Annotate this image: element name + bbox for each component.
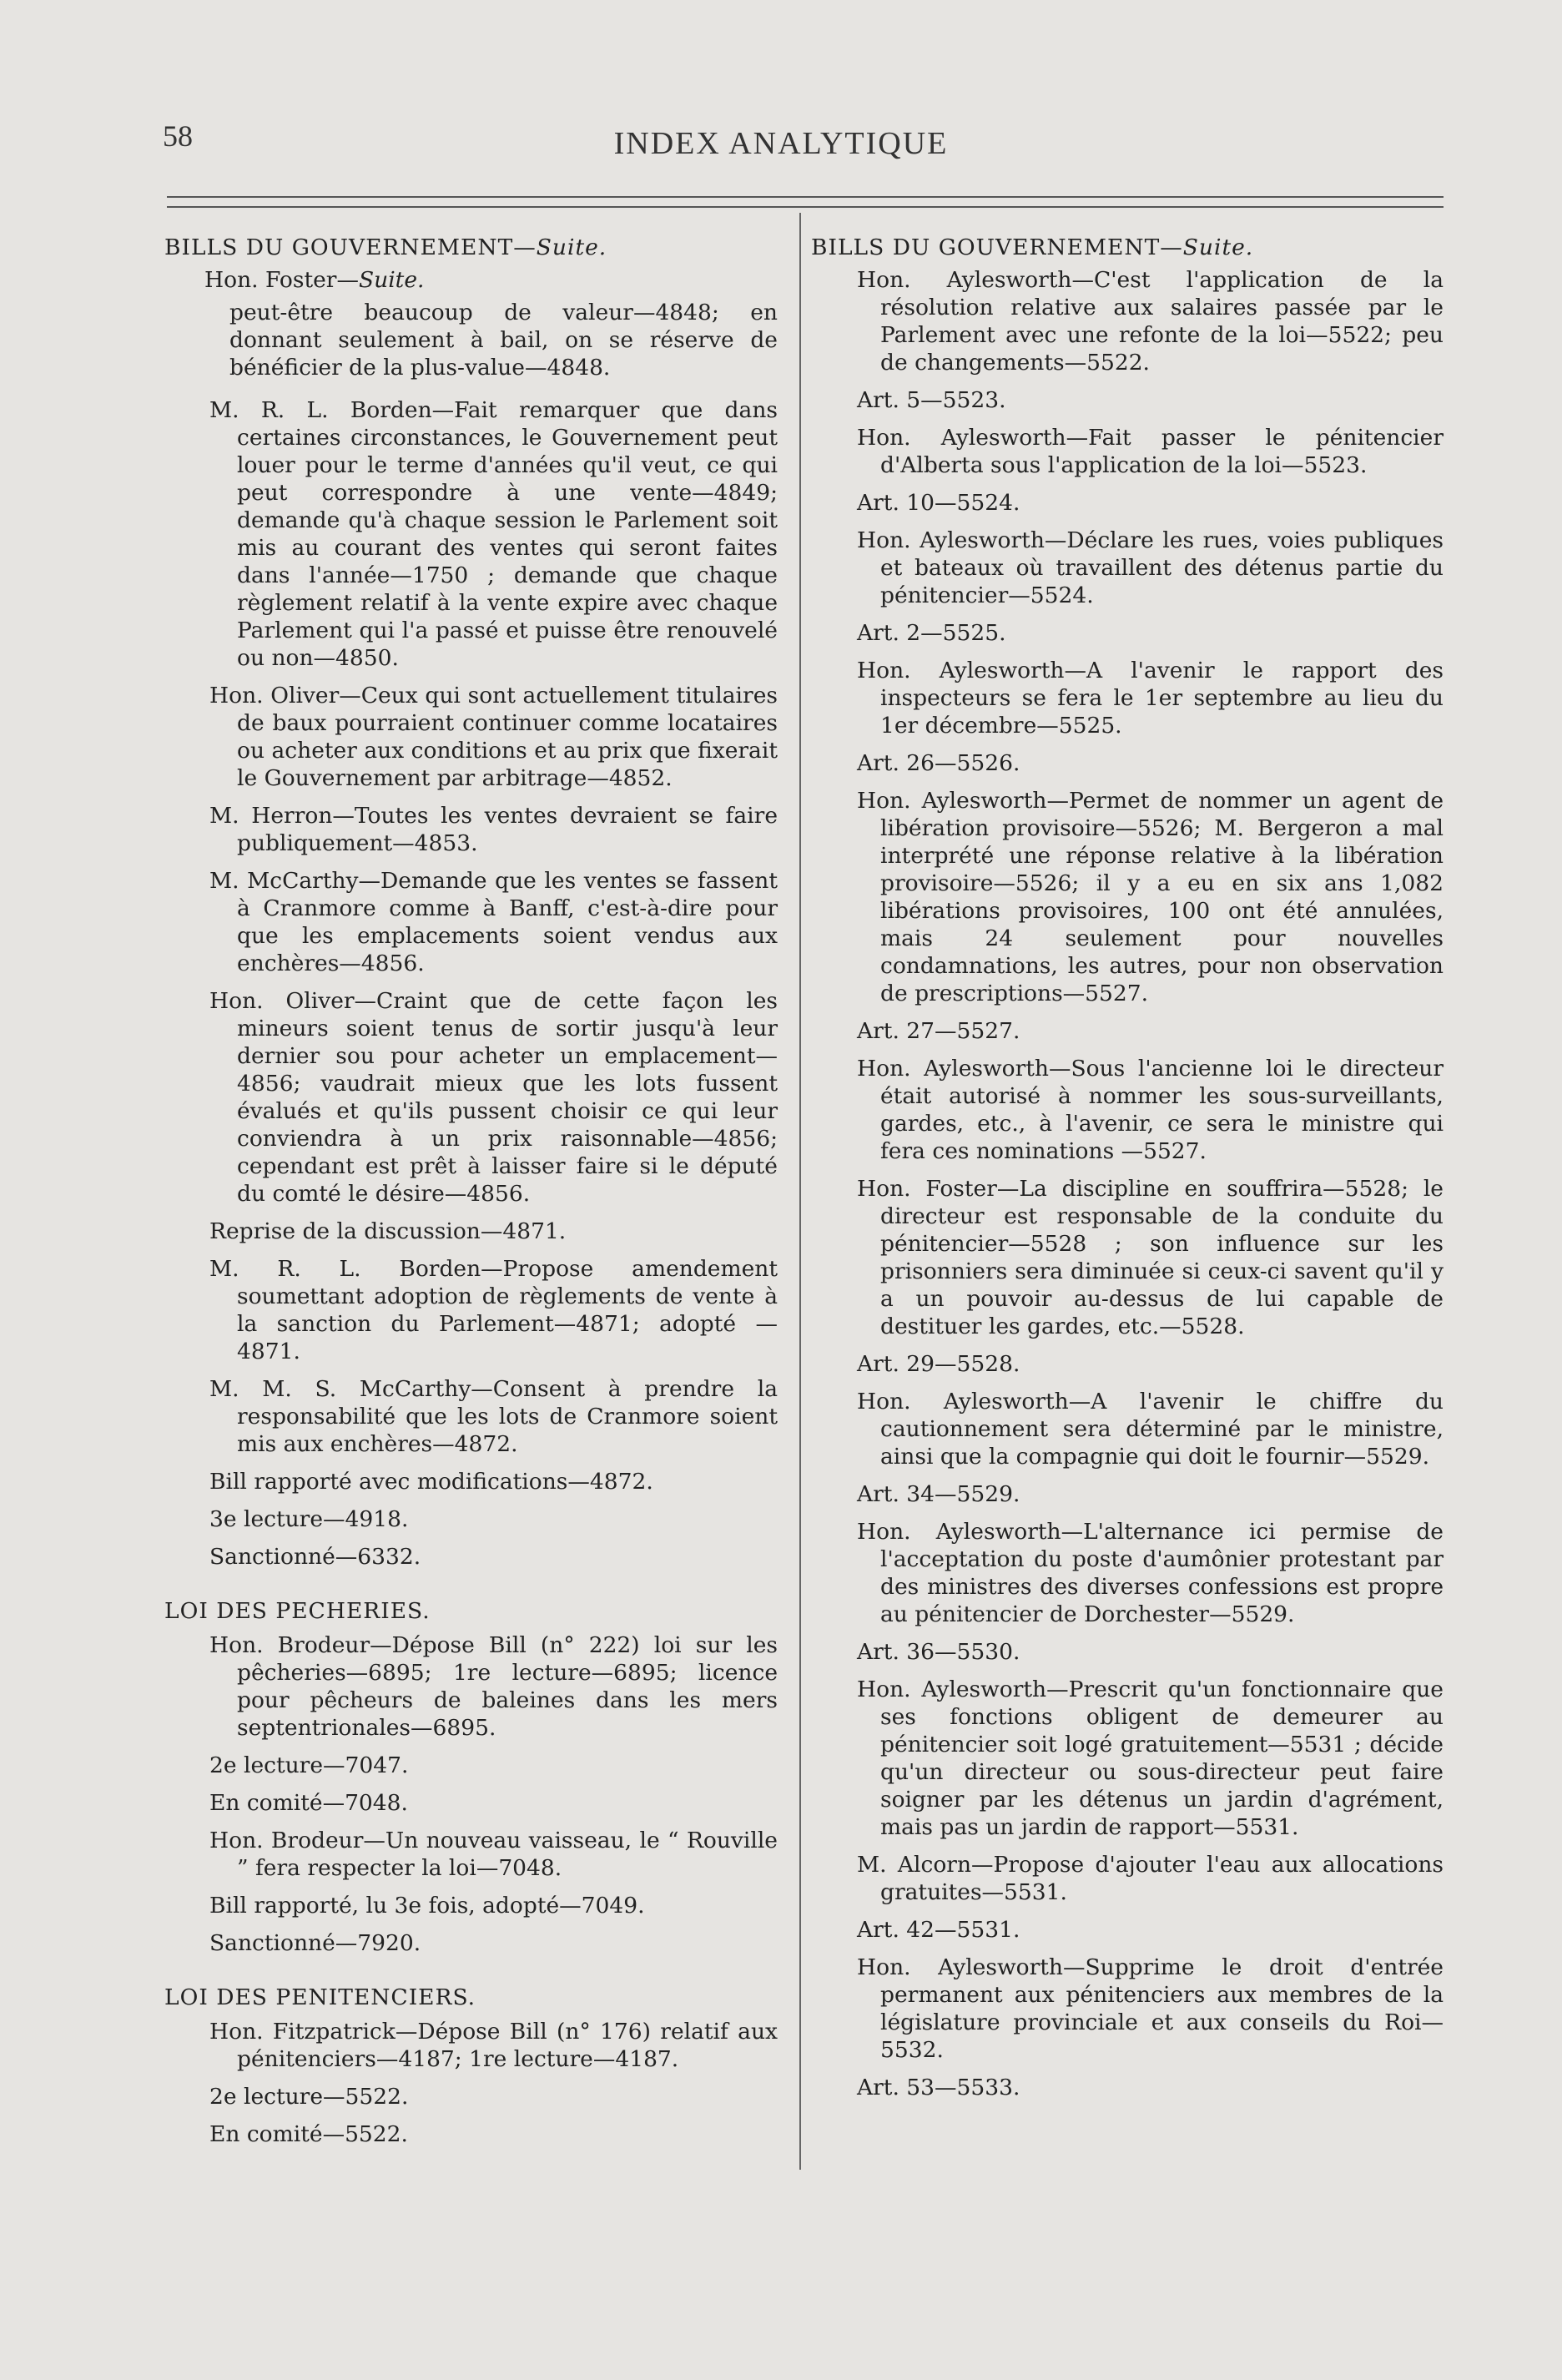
index-entry: 2e lecture—5522. [209, 2084, 409, 2110]
index-entry: Hon. Aylesworth—C'est l'application de la résolution relative aux salaires passée par le Parlement avec une refonte de la loi—5522; peu de changements—5522. [857, 267, 1444, 376]
index-entry: En comité—7048. [209, 1790, 408, 1816]
index-entry: Art. 27—5527. [857, 1018, 1020, 1044]
index-entry: Hon. Aylesworth—Sous l'ancienne loi le directeur était autorisé à nommer les sous-surveillants, gardes, etc., à l'avenir, ce sera le ministre qui fera ces nominations —5527. [857, 1056, 1444, 1164]
index-entry: Art. 34—5529. [857, 1481, 1020, 1507]
index-entry: Bill rapporté avec modifications—4872. [209, 1469, 653, 1495]
index-entry: M. M. S. McCarthy—Consent à prendre la responsabilité que les lots de Cranmore soient mis aux enchères—4872. [209, 1376, 778, 1457]
index-entry: Reprise de la discussion—4871. [209, 1218, 567, 1244]
entry-list [164, 1631, 778, 1957]
index-entry: Hon. Aylesworth—Prescrit qu'un fonctionnaire que ses fonctions obligent de demeurer au pénitencier soit logé gratuitement—5531 ; décide qu'un directeur ou sous-directeur peut faire soigner par les détenus un jardin d'agrément, mais pas un jardin de rapport—5531. [857, 1677, 1444, 1840]
page-number: 58 [163, 119, 193, 153]
index-entry: Hon. Aylesworth—Supprime le droit d'entrée permanent aux pénitenciers aux membres de la législature provinciale et aux conseils du Roi—5532. [857, 1954, 1444, 2063]
sub-heading: Hon. Foster—Suite. [204, 267, 425, 293]
entry-list [164, 2018, 778, 2148]
section-heading: BILLS DU GOUVERNEMENT—Suite. [811, 234, 1254, 260]
index-entry: Sanctionné—6332. [209, 1544, 421, 1570]
column-divider [799, 213, 801, 2170]
page-title: INDEX ANALYTIQUE [613, 126, 949, 161]
index-entry: Art. 36—5530. [857, 1639, 1020, 1665]
index-entry: Hon. Brodeur—Dépose Bill (n° 222) loi sur les pêcheries—6895; 1re lecture—6895; licence pour pêcheurs de baleines dans les mers septentrionales—6895. [209, 1632, 778, 1741]
index-entry: Hon. Fitzpatrick—Dépose Bill (n° 176) relatif aux pénitenciers—4187; 1re lecture—4187. [209, 2019, 778, 2072]
entry-list [164, 396, 778, 1571]
index-entry: Hon. Aylesworth—Fait passer le pénitencier d'Alberta sous l'application de la loi—5523. [857, 425, 1444, 478]
index-entry: Art. 53—5533. [857, 2075, 1020, 2100]
index-entry: Hon. Aylesworth—Déclare les rues, voies publiques et bateaux où travaillent des détenus partie du pénitencier—5524. [857, 527, 1444, 608]
left-column [164, 234, 778, 2158]
index-entry: Art. 2—5525. [857, 620, 1006, 646]
index-entry: Hon. Aylesworth—A l'avenir le rapport des inspecteurs se fera le 1er septembre au lieu du 1er décembre—5525. [857, 658, 1444, 739]
index-entry: Art. 5—5523. [857, 387, 1006, 413]
right-column [809, 234, 1444, 2111]
index-entry: 3e lecture—4918. [209, 1506, 409, 1532]
index-entry: En comité—5522. [209, 2121, 408, 2147]
header-rule [167, 196, 1444, 208]
index-entry: M. McCarthy—Demande que les ventes se fassent à Cranmore comme à Banff, c'est-à-dire pour que les emplacements soient vendus aux enchères—4856. [209, 868, 778, 976]
index-entry: Hon. Aylesworth—A l'avenir le chiffre du cautionnement sera déterminé par le ministre, ainsi que la compagnie qui doit le fournir—5529. [857, 1389, 1444, 1470]
index-entry: Art. 26—5526. [857, 750, 1020, 776]
index-entry: M. R. L. Borden—Fait remarquer que dans certaines circonstances, le Gouvernement peut louer pour le terme d'années qu'il veut, ce qui peut correspondre à une vente—4849; demande qu'à chaque session le Parlement soit mis au courant des ventes qui seront faites dans l'année—1750 ; demande que chaque règlement relatif à la vente expire avec chaque Parlement qui l'a passé et puisse être renouvelé ou non—4850. [209, 397, 778, 671]
continuation-text: peut-être beaucoup de valeur—4848; en donnant seulement à bail, on se réserve de bénéficier de la plus-value—4848. [229, 300, 778, 381]
section-heading: LOI DES PECHERIES. [164, 1598, 431, 1624]
index-entry: Art. 42—5531. [857, 1917, 1020, 1943]
index-entry: Hon. Foster—La discipline en souffrira—5528; le directeur est responsable de la conduite du pénitencier—5528 ; son influence sur les prisonniers sera diminuée si ceux-ci savent qu'il y a un pouvoir au-dessus de lui capable de destituer les gardes, etc.—5528. [857, 1176, 1444, 1339]
index-entry: Art. 10—5524. [857, 490, 1020, 516]
entry-list [809, 266, 1444, 2101]
index-entry: M. Alcorn—Propose d'ajouter l'eau aux allocations gratuites—5531. [857, 1852, 1444, 1905]
index-entry: Sanctionné—7920. [209, 1930, 421, 1956]
index-entry: Hon. Aylesworth—L'alternance ici permise de l'acceptation du poste d'aumônier protestant par des ministres des diverses confessions est propre au pénitencier de Dorchester—5529. [857, 1519, 1444, 1627]
index-entry: 2e lecture—7047. [209, 1752, 409, 1778]
index-entry: M. Herron—Toutes les ventes devraient se faire publiquement—4853. [209, 803, 778, 856]
index-entry: Art. 29—5528. [857, 1351, 1020, 1377]
index-entry: M. R. L. Borden—Propose amendement soumettant adoption de règlements de vente à la sanction du Parlement—4871; adopté —4871. [209, 1256, 778, 1364]
index-entry: Bill rapporté, lu 3e fois, adopté—7049. [209, 1893, 645, 1919]
index-entry: Hon. Brodeur—Un nouveau vaisseau, le “ Rouville ” fera respecter la loi—7048. [209, 1828, 778, 1881]
index-entry: Hon. Oliver—Craint que de cette façon les mineurs soient tenus de sortir jusqu'à leur dernier sou pour acheter un emplacement—4856; vaudrait mieux que les lots fussent évalués et qu'ils pussent choisir ce qui leur conviendra à un prix raisonnable—4856; cependant est prêt à laisser faire si le député du comté le désire—4856. [209, 988, 778, 1207]
index-entry: Hon. Aylesworth—Permet de nommer un agent de libération provisoire—5526; M. Bergeron a mal interprété une réponse relative à la libération provisoire—5526; il y a eu en six ans 1,082 libérations provisoires, 100 ont été annulées, mais 24 seulement pour nouvelles condamnations, les autres, pour non observation de prescriptions—5527. [857, 788, 1444, 1006]
index-entry: Hon. Oliver—Ceux qui sont actuellement titulaires de baux pourraient continuer comme locataires ou acheter aux conditions et au prix que fixerait le Gouvernement par arbitrage—4852. [209, 683, 778, 791]
section-heading: LOI DES PENITENCIERS. [164, 1984, 476, 2010]
section-heading: BILLS DU GOUVERNEMENT—Suite. [164, 234, 607, 260]
